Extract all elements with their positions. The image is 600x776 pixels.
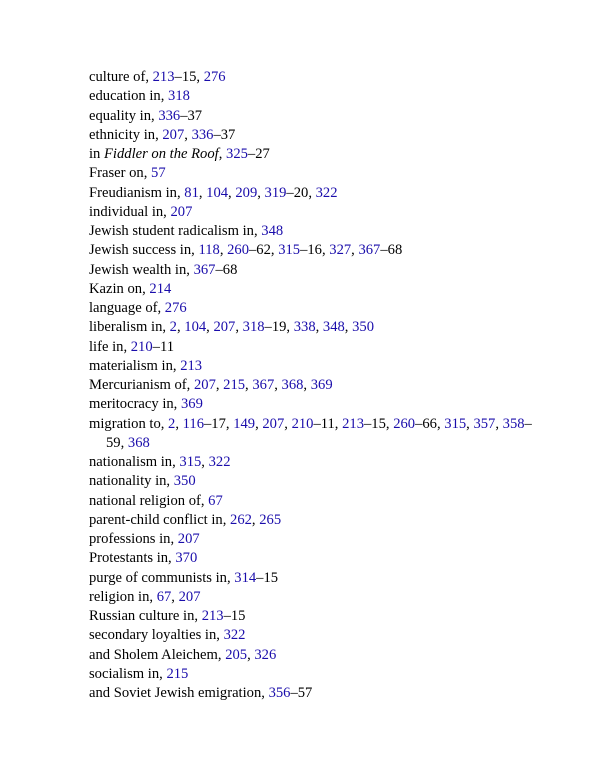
index-entry [89, 549, 549, 568]
page-reference-link[interactable]: 207 [162, 126, 185, 143]
entry-text: Fraser on, [89, 165, 152, 182]
page-reference-link[interactable]: 350 [173, 473, 196, 490]
entry-text: –15 [256, 569, 279, 586]
entry-text: in [89, 146, 104, 162]
page-reference-link[interactable]: 207 [170, 203, 193, 220]
index-entry [89, 415, 549, 454]
page-reference-link[interactable]: 369 [180, 396, 203, 413]
index-entry [89, 607, 549, 626]
page-reference-link[interactable]: 276 [203, 69, 226, 85]
entry-text: , [284, 415, 292, 432]
page-reference-link[interactable]: 81 [184, 184, 199, 201]
index-page [89, 68, 549, 703]
page-reference-link[interactable]: 210 [291, 415, 314, 432]
entry-text: national religion of, [89, 492, 209, 509]
entry-text: language of, [89, 300, 165, 316]
entry-text: , [219, 242, 228, 259]
page-reference-link[interactable]: 315 [278, 242, 301, 259]
page-reference-link[interactable]: 57 [151, 165, 166, 182]
italic-title-text: Fiddler on the Roof [104, 146, 219, 162]
page-reference-link[interactable]: 213 [180, 357, 203, 374]
entry-text: –15, [364, 415, 394, 432]
page-reference-link[interactable]: 319 [264, 184, 287, 201]
page-reference-link[interactable]: 367 [252, 377, 275, 393]
index-entry [89, 241, 549, 260]
entry-text: –19, [264, 319, 294, 336]
entry-text: , [351, 242, 359, 259]
index-entry [89, 395, 549, 414]
page-reference-link[interactable]: 322 [315, 184, 338, 201]
index-entry [89, 68, 549, 87]
entry-text: life in, [89, 338, 131, 355]
index-entry [89, 569, 549, 588]
page-reference-link[interactable]: 207 [177, 531, 200, 547]
entry-text: , [274, 377, 282, 393]
page-reference-link[interactable]: 357 [473, 415, 496, 432]
entry-text: –68 [215, 261, 238, 278]
page-reference-link[interactable]: 368 [281, 377, 304, 393]
entry-text: , [315, 319, 323, 336]
index-entry [89, 684, 549, 703]
entry-text: , [171, 588, 179, 605]
index-entry [89, 222, 549, 241]
entry-text: –16, [300, 242, 330, 259]
entry-text: –27 [247, 146, 270, 162]
entry-text: , [201, 454, 209, 470]
index-entry-list [89, 68, 549, 703]
entry-text: Protestants in, [89, 550, 176, 567]
entry-text: –11 [152, 338, 174, 355]
entry-text: nationality in, [89, 473, 174, 490]
entry-text: , [218, 146, 227, 162]
page-reference-link[interactable]: 210 [130, 338, 153, 355]
entry-text: , [303, 377, 311, 393]
entry-text: culture of, [89, 69, 153, 85]
index-entry [89, 145, 549, 164]
index-entry [89, 453, 549, 472]
page-reference-link[interactable]: 67 [208, 492, 223, 509]
entry-text: –59, [106, 415, 532, 451]
page-reference-link[interactable]: 213 [152, 69, 175, 85]
entry-text: professions in, [89, 531, 178, 547]
page-reference-link[interactable]: 326 [254, 646, 277, 663]
page-reference-link[interactable]: 370 [175, 550, 198, 567]
index-entry [89, 626, 549, 645]
page-reference-link[interactable]: 213 [201, 608, 224, 624]
index-entry [89, 511, 549, 530]
page-reference-link[interactable]: 207 [193, 377, 216, 393]
page-reference-link[interactable]: 368 [127, 434, 150, 451]
entry-text: –68 [380, 242, 403, 259]
index-entry [89, 530, 549, 549]
entry-text: , [176, 319, 185, 336]
page-reference-link[interactable]: 325 [226, 146, 248, 162]
page-reference-link[interactable]: 327 [329, 242, 352, 259]
entry-text: –15, [174, 69, 204, 85]
index-entry [89, 665, 549, 684]
entry-text: , [184, 126, 192, 143]
page-reference-link[interactable]: 338 [293, 319, 316, 336]
entry-text: , [255, 415, 263, 432]
index-entry [89, 376, 549, 395]
page-reference-link[interactable]: 322 [223, 627, 246, 644]
entry-text: nationalism in, [89, 454, 180, 470]
entry-text: , [215, 377, 224, 393]
page-reference-link[interactable]: 207 [213, 319, 236, 336]
page-reference-link[interactable]: 276 [164, 300, 187, 316]
entry-text: , [206, 319, 214, 336]
page-reference-link[interactable]: 260 [393, 415, 416, 432]
entry-text: –62, [249, 242, 279, 259]
page-reference-link[interactable]: 356 [268, 685, 291, 701]
page-reference-link[interactable]: 118 [198, 242, 220, 259]
page-reference-link[interactable]: 348 [261, 223, 284, 239]
page-reference-link[interactable]: 149 [233, 415, 256, 432]
entry-text: religion in, [89, 588, 157, 605]
index-entry [89, 107, 549, 126]
entry-text: , [175, 415, 183, 432]
entry-text: Jewish student radicalism in, [89, 223, 262, 239]
entry-text: Jewish success in, [89, 242, 199, 259]
page-reference-link[interactable]: 215 [223, 377, 246, 393]
page-reference-link[interactable]: 260 [227, 242, 249, 259]
page-reference-link[interactable]: 2 [169, 319, 177, 336]
index-entry [89, 318, 549, 337]
entry-text: , [198, 184, 207, 201]
index-entry [89, 492, 549, 511]
index-entry [89, 164, 549, 183]
page-reference-link[interactable]: 367 [358, 242, 381, 259]
page-reference-link[interactable]: 116 [182, 415, 204, 432]
page-reference-link[interactable]: 213 [342, 415, 364, 432]
page-reference-link[interactable]: 214 [149, 280, 172, 297]
entry-text: ethnicity in, [89, 126, 163, 143]
page-reference-link[interactable]: 336 [191, 126, 214, 143]
entry-text: –57 [290, 685, 313, 701]
page-reference-link[interactable]: 2 [168, 415, 176, 432]
page-reference-link[interactable]: 315 [444, 415, 467, 432]
entry-text: purge of communists in, [89, 569, 235, 586]
entry-text: , [247, 646, 255, 663]
entry-text: parent-child conflict in, [89, 511, 231, 528]
page-reference-link[interactable]: 322 [208, 454, 231, 470]
index-entry [89, 87, 549, 106]
page-reference-link[interactable]: 315 [179, 454, 202, 470]
page-reference-link[interactable]: 209 [235, 184, 258, 201]
entry-text: –20, [286, 184, 316, 201]
entry-text: –66, [415, 415, 445, 432]
entry-text: education in, [89, 88, 169, 105]
entry-text: , [228, 184, 236, 201]
entry-text: , [245, 377, 253, 393]
entry-text: Mercurianism of, [89, 377, 194, 393]
entry-text: –15 [223, 608, 246, 624]
page-reference-link[interactable]: 358 [502, 415, 525, 432]
page-reference-link[interactable]: 336 [158, 107, 181, 124]
entry-text: , [344, 319, 353, 336]
index-entry [89, 299, 549, 318]
page-reference-link[interactable]: 104 [184, 319, 207, 336]
page-reference-link[interactable]: 348 [322, 319, 345, 336]
page-reference-link[interactable]: 205 [225, 646, 248, 663]
entry-text: individual in, [89, 203, 171, 220]
page-reference-link[interactable]: 104 [206, 184, 229, 201]
index-entry [89, 184, 549, 203]
page-reference-link[interactable]: 314 [234, 569, 257, 586]
index-entry [89, 646, 549, 665]
page-reference-link[interactable]: 318 [168, 88, 190, 105]
page-reference-link[interactable]: 367 [193, 261, 216, 278]
entry-text: materialism in, [89, 357, 181, 374]
entry-text: –17, [204, 415, 234, 432]
page-reference-link[interactable]: 265 [259, 511, 282, 528]
entry-text: –11, [313, 415, 343, 432]
entry-text: liberalism in, [89, 319, 170, 336]
page-reference-link[interactable]: 67 [156, 588, 172, 605]
page-reference-link[interactable]: 318 [242, 319, 265, 336]
entry-text: Kazin on, [89, 280, 150, 297]
entry-text: migration to, [89, 415, 169, 432]
index-entry [89, 126, 549, 145]
entry-text: , [466, 415, 474, 432]
entry-text: equality in, [89, 107, 159, 124]
entry-text: socialism in, [89, 665, 167, 682]
entry-text: and Soviet Jewish emigration, [89, 685, 269, 701]
page-reference-link[interactable]: 369 [310, 377, 333, 393]
entry-text: , [495, 415, 503, 432]
entry-text: Russian culture in, [89, 608, 202, 624]
index-entry [89, 357, 549, 376]
index-entry [89, 472, 549, 491]
entry-text: –37 [180, 107, 203, 124]
entry-text: and Sholem Aleichem, [89, 646, 226, 663]
page-reference-link[interactable]: 207 [178, 588, 201, 605]
entry-text: secondary loyalties in, [89, 627, 224, 644]
index-entry [89, 261, 549, 280]
entry-text: meritocracy in, [89, 396, 181, 413]
page-reference-link[interactable]: 207 [262, 415, 285, 432]
index-entry [89, 588, 549, 607]
page-reference-link[interactable]: 350 [352, 319, 374, 336]
index-entry [89, 338, 549, 357]
entry-text: Freudianism in, [89, 184, 185, 201]
page-reference-link[interactable]: 215 [166, 665, 189, 682]
entry-text: Jewish wealth in, [89, 261, 194, 278]
index-entry [89, 203, 549, 222]
entry-text: , [251, 511, 260, 528]
entry-text: , [235, 319, 243, 336]
entry-text: , [257, 184, 265, 201]
entry-text: –37 [213, 126, 236, 143]
page-reference-link[interactable]: 262 [230, 511, 252, 528]
index-entry [89, 280, 549, 299]
